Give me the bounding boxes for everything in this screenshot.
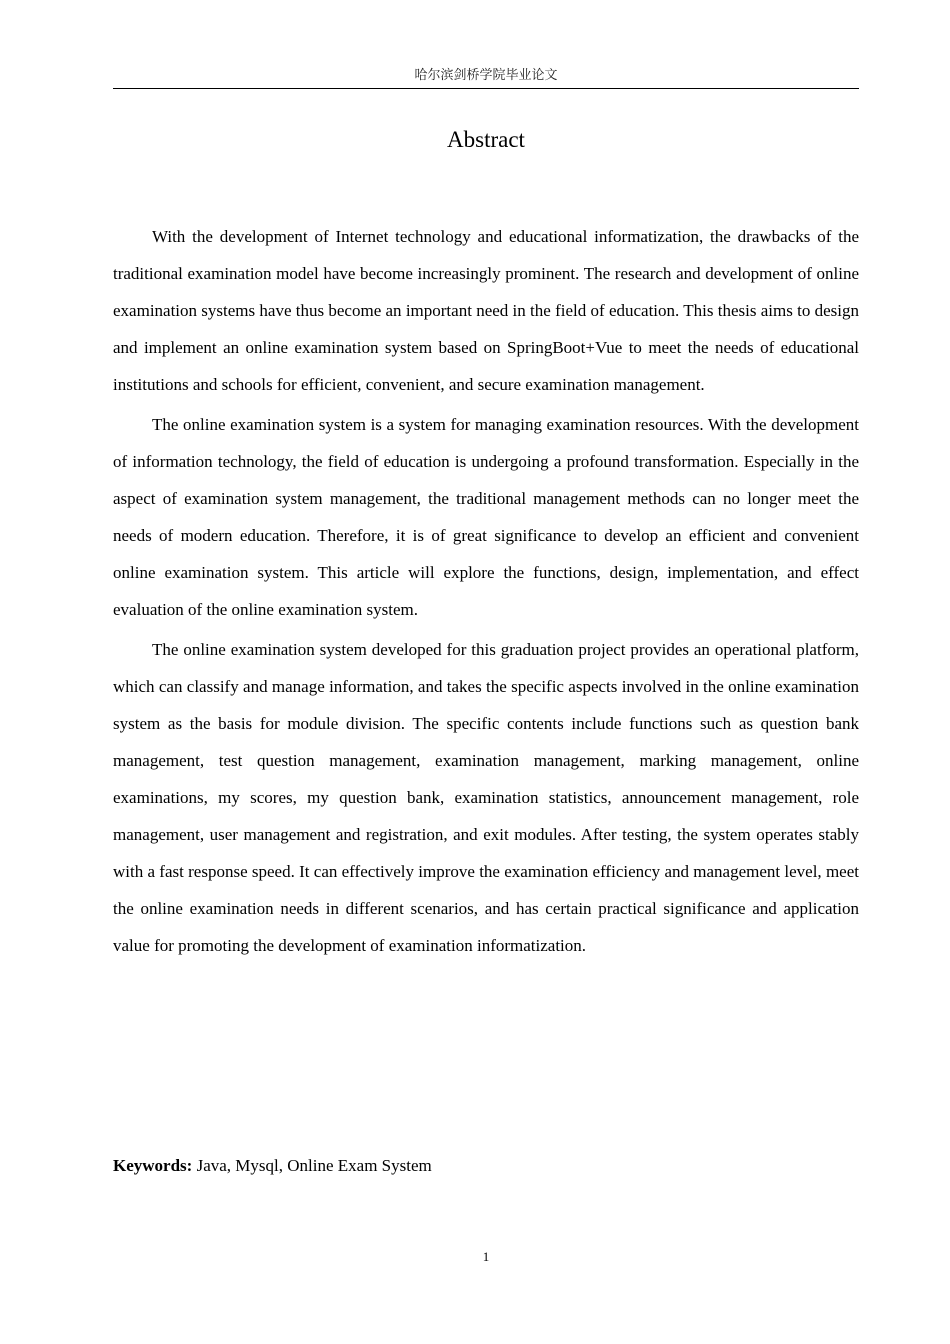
keywords-label: Keywords: [113, 1156, 193, 1175]
abstract-title: Abstract [447, 127, 525, 152]
abstract-paragraph-3: The online examination system developed for this graduation project provides an operational platform, which can classify and manage information, and takes the specific aspects involved in the online examination system as the basis for module division. The specific contents include functions such as question bank management, test question management, examination management, marking management, online examinations, my scores, my question bank, examination statistics, announcement management, role management, user management and registration, and exit modules. After testing, the system operates stably with a fast response speed. It can effectively improve the examination efficiency and management level, meet the online examination needs in different scenarios, and has certain practical significance and application value for promoting the development of examination informatization. [113, 640, 859, 955]
header-divider [113, 88, 859, 89]
abstract-paragraph-1: With the development of Internet technology and educational informatization, the drawbacks of the traditional examination model have become increasingly prominent. The research and development of online examination systems have thus become an important need in the field of education. This thesis aims to design and implement an online examination system based on SpringBoot+Vue to meet the needs of educational institutions and schools for efficient, convenient, and secure examination management. [113, 227, 859, 394]
abstract-body [113, 218, 859, 967]
page-number: 1 [482, 1249, 490, 1264]
abstract-paragraph-2: The online examination system is a system for managing examination resources. With the development of information technology, the field of education is undergoing a profound transformation. Especially in the aspect of examination system management, the traditional management methods can no longer meet the needs of modern education. Therefore, it is of great significance to develop an efficient and convenient online examination system. This article will explore the functions, design, implementation, and effect evaluation of the online examination system. [113, 415, 859, 619]
running-header: 哈尔滨剑桥学院毕业论文 [414, 67, 558, 82]
keywords-value: Java, Mysql, Online Exam System [196, 1156, 432, 1175]
keywords-line [113, 1151, 859, 1181]
